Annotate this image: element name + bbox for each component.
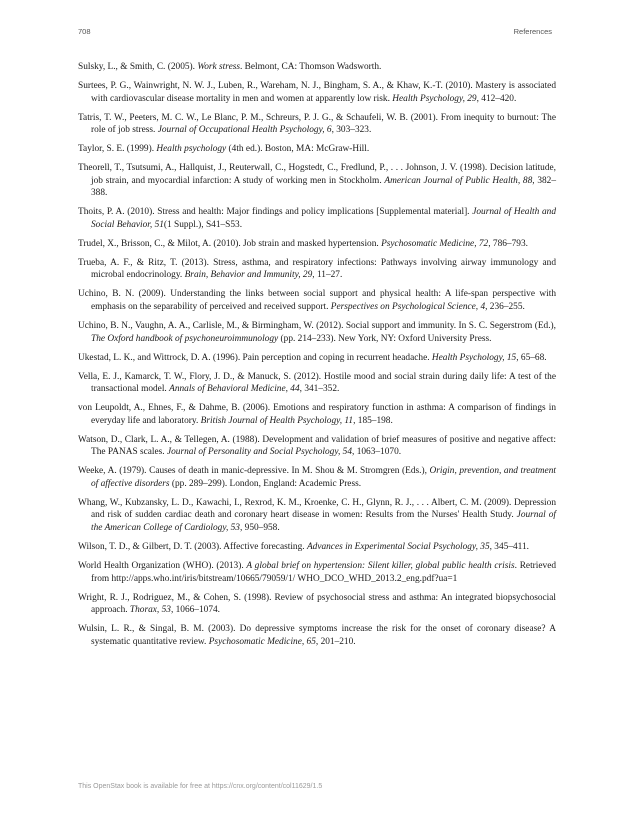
reference-text: , 65–68.	[516, 352, 547, 363]
reference-list	[78, 61, 556, 655]
reference-entry	[78, 288, 556, 313]
reference-source-title: Psychosomatic Medicine, 72	[381, 238, 489, 249]
reference-text: Uchino, B. N. (2009). Understanding the links between social support and physical health: A life-span perspective with emphasis on the separability of perceived and received support.	[78, 289, 556, 313]
reference-source-title: Thorax, 53	[129, 605, 171, 616]
reference-text: , 382–388.	[91, 175, 557, 199]
reference-text: , 11–27.	[312, 270, 343, 281]
reference-text: Thoits, P. A. (2010). Stress and health: Major findings and policy implications [Supplemental material].	[78, 207, 473, 218]
reference-entry	[78, 371, 556, 396]
reference-source-title: Annals of Behavioral Medicine, 44	[169, 384, 300, 395]
reference-source-title: Advances in Experimental Social Psychology, 35	[306, 542, 490, 553]
reference-entry	[78, 592, 556, 617]
reference-text: Wulsin, L. R., & Singal, B. M. (2003). Do depressive symptoms increase the risk for the onset of coronary disease? A systematic quantitative review.	[78, 624, 556, 647]
reference-entry	[78, 623, 556, 648]
reference-entry	[78, 206, 556, 231]
reference-entry	[78, 162, 556, 200]
reference-text: Theorell, T., Tsutsumi, A., Hallquist, J., Reuterwall, C., Hogstedt, C., Fredlund, P., . . . Johnson, J. V. (1998). Decision latitude, job strain, and myocardial infarction: A study of working men in Stockholm.	[78, 163, 556, 186]
reference-entry	[78, 434, 556, 459]
reference-text: , 1063–1070.	[352, 447, 402, 458]
reference-entry	[78, 352, 556, 365]
reference-text: Ukestad, L. K., and Wittrock, D. A. (1996). Pain perception and coping in recurrent headache.	[78, 352, 432, 363]
reference-text: , 345–411.	[489, 542, 529, 553]
reference-entry	[78, 238, 556, 251]
reference-source-title: Journal of the American College of Cardiology, 53	[91, 510, 556, 534]
reference-source-title: Psychosomatic Medicine, 65	[208, 636, 316, 647]
reference-text: Trueba, A. F., & Ritz, T. (2013). Stress, asthma, and respiratory infections: Pathways involving airway immunology and microbal endocrinology.	[78, 257, 556, 281]
reference-source-title: Health Psychology, 15	[431, 352, 517, 363]
reference-text: . Retrieved from http://apps.who.int/iris/bitstream/10665/79059/1/ WHO_DCO_WHD_2013.2_eng.pdf?ua=1	[91, 561, 557, 584]
reference-text: Taylor, S. E. (1999).	[78, 144, 157, 155]
reference-source-title: British Journal of Health Psychology, 11	[200, 415, 354, 426]
reference-text: World Health Organization (WHO). (2013).	[78, 561, 247, 572]
reference-source-title: A global brief on hypertension: Silent killer, global public health crisis	[246, 561, 515, 572]
reference-text: , 185–198.	[353, 415, 393, 426]
reference-text: Wilson, T. D., & Gilbert, D. T. (2003). Affective forecasting.	[78, 542, 307, 553]
reference-entry	[78, 112, 556, 137]
reference-source-title: Perspectives on Psychological Science, 4	[330, 302, 486, 313]
reference-text: Sulsky, L., & Smith, C. (2005).	[78, 62, 198, 72]
reference-source-title: Work stress	[197, 62, 240, 72]
reference-text: (pp. 214–233). New York, NY: Oxford University Press.	[278, 333, 492, 344]
reference-source-title: Journal of Health and Social Behavior, 51	[91, 207, 556, 230]
reference-text: Weeke, A. (1979). Causes of death in manic-depressive. In M. Shou & M. Stromgren (Eds.),	[78, 466, 430, 477]
reference-text: . Belmont, CA: Thomson Wadsworth.	[240, 62, 382, 72]
reference-text: (pp. 289–299). London, England: Academic Press.	[169, 478, 362, 489]
reference-entry	[78, 80, 556, 105]
reference-text: Whang, W., Kubzansky, L. D., Kawachi, I., Rexrod, K. M., Kroenke, C. H., Glynn, R. J., . . . Albert, C. M. (2009). Depression and risk of sudden cardiac death and coronary heart disease in women: Results from the Nurses' Health Study.	[78, 497, 556, 521]
reference-text: Wright, R. J., Rodriguez, M., & Cohen, S. (1998). Review of psychosocial stress and asthma: An integrated biopsychosocial approach.	[78, 592, 556, 616]
page-header	[78, 27, 552, 36]
reference-text: (4th ed.). Boston, MA: McGraw-Hill.	[226, 144, 370, 155]
reference-source-title: Health Psychology, 29	[392, 93, 477, 104]
reference-source-title: Health psychology	[156, 144, 227, 155]
reference-entry	[78, 61, 556, 74]
reference-entry	[78, 402, 556, 427]
reference-text: , 201–210.	[315, 636, 356, 647]
reference-entry	[78, 541, 556, 554]
reference-text: Watson, D., Clark, L. A., & Tellegen, A. (1988). Development and validation of brief measures of positive and negative affect: The PANAS scales.	[78, 434, 556, 458]
reference-entry	[78, 497, 556, 535]
reference-text: , 1066–1074.	[170, 605, 220, 616]
reference-entry	[78, 320, 556, 345]
reference-text: , 236–255.	[485, 302, 525, 313]
reference-text: Trudel, X., Brisson, C., & Milot, A. (2010). Job strain and masked hypertension.	[78, 238, 382, 249]
page-number: 708	[78, 27, 91, 36]
reference-entry	[78, 560, 556, 585]
reference-source-title: Journal of Personality and Social Psychology, 54	[166, 447, 353, 458]
reference-text: Vella, E. J., Kamarck, T. W., Flory, J. D., & Manuck, S. (2012). Hostile mood and social strain during daily life: A test of the transactional model.	[78, 371, 556, 395]
reference-text: Tatris, T. W., Peeters, M. C. W., Le Blanc, P. M., Schreurs, P. J. G., & Schaufeli, W. B. (2001). From inequity to burnout: The role of job stress.	[78, 112, 556, 136]
reference-source-title: American Journal of Public Health, 88	[384, 175, 533, 186]
section-title: References	[513, 27, 552, 36]
reference-text: , 950–958.	[239, 523, 280, 534]
reference-text: , 341–352.	[299, 384, 340, 395]
reference-source-title: Brain, Behavior and Immunity, 29	[184, 270, 313, 281]
reference-text: (1 Suppl.), S41–S53.	[163, 219, 243, 230]
reference-entry	[78, 143, 556, 156]
reference-text: von Leupoldt, A., Ehnes, F., & Dahme, B. (2006). Emotions and respiratory function in asthma: A comparison of findings in everyday life and laboratory.	[78, 403, 556, 426]
reference-text: , 412–420.	[476, 93, 517, 104]
reference-entry	[78, 257, 556, 282]
reference-text: , 786–793.	[488, 238, 528, 249]
page-footer: This OpenStax book is available for free at https://cnx.org/content/col11629/1.5	[78, 783, 323, 790]
reference-text: Surtees, P. G., Wainwright, N. W. J., Luben, R., Wareham, N. J., Bingham, S. A., & Khaw, K.-T. (2010). Mastery is associated with cardiovascular disease mortality in men and women at apparently low risk.	[78, 80, 556, 104]
reference-text: , 303–323.	[331, 125, 372, 136]
reference-source-title: The Oxford handbook of psychoneuroimmunology	[91, 333, 279, 344]
reference-source-title: Journal of Occupational Health Psychology, 6	[157, 125, 332, 136]
reference-entry	[78, 465, 556, 490]
reference-source-title: Origin, prevention, and treatment of affective disorders	[91, 466, 556, 489]
reference-text: Uchino, B. N., Vaughn, A. A., Carlisle, M., & Birmingham, W. (2012). Social support and immunity. In S. C. Segerstrom (Ed.),	[78, 321, 556, 332]
